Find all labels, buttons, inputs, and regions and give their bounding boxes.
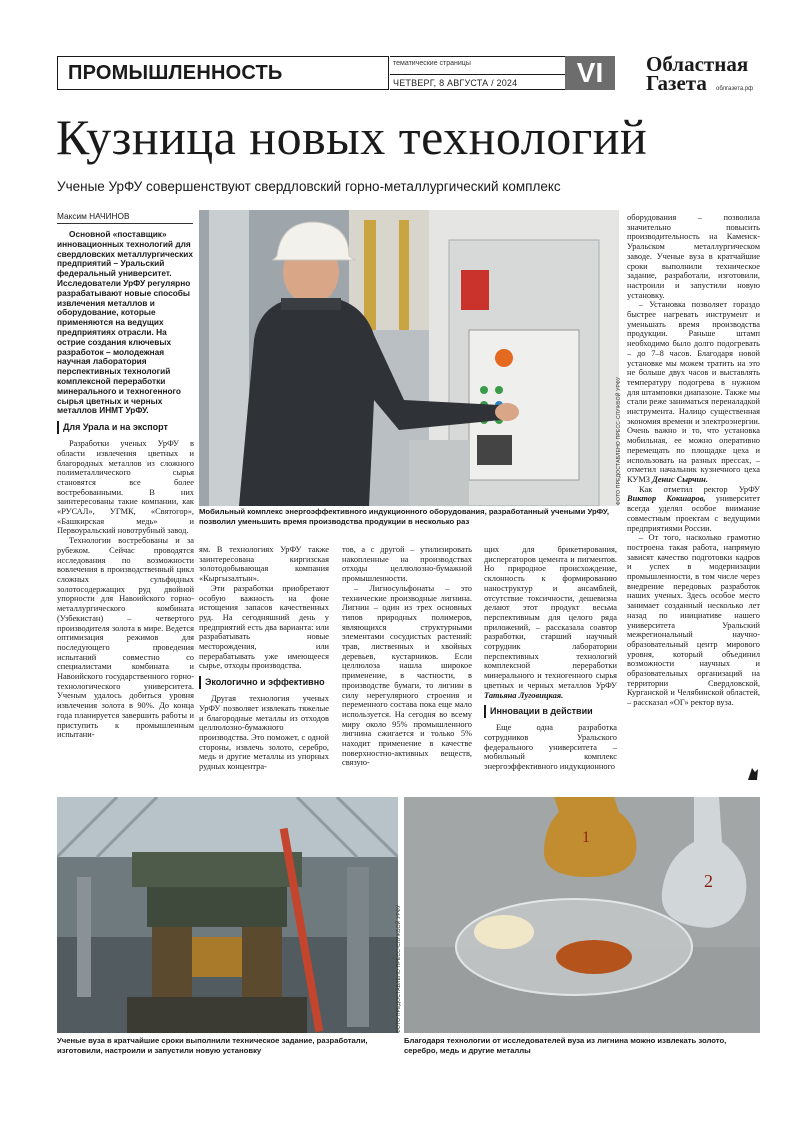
article-title: Кузница новых технологий: [56, 109, 648, 165]
paragraph: Эти разработки приобретают особую важность на фоне истощения запасов качественных руд. На сегодняшний день у предприятий есть два варианта: или разрабатывать новые месторождения, или перерабатывать уже имеющееся сырье, отходы производства.: [199, 583, 329, 671]
main-photo-credit: ФОТО ПРЕДОСТАВЛЕНО ПРЕСС-СЛУЖБОЙ УРФУ: [616, 376, 622, 505]
paragraph: оборудования – позволила значительно повысить производительность на Каменск-Уральском металлургическом заводе. Ученые вуза в кратчайшие сроки выполнили техническое задание, разработали, изготовили, настроили и запустили новую установку.: [627, 213, 760, 300]
paragraph-text: Как отметил ректор УрФУ: [639, 484, 760, 494]
paragraph-text: университет всегда уделял особое внимание совместным проектам с ведущими предприятиями России.: [627, 494, 760, 533]
article-author: Максим НАЧИНОВ: [57, 211, 193, 224]
paragraph: [627, 485, 760, 534]
main-photo-worker: [199, 210, 619, 506]
flask-label-2: 2: [704, 871, 713, 891]
lead-paragraph: Основной «поставщик» инновационных технологий для свердловских металлургических предприятий – Уральский федеральный университет. Исследователи УрФУ регулярно разрабатывают новые способы извлечения металлов и оборудование, которые применяются на ведущих предприятиях отрасли. На острие создания ключевых разработок – молодежная научная лаборатория перспективных технологий комплексной переработки минерального и техногенного сырья цветных и черных металлов ИНМТ УрФУ.: [57, 230, 193, 416]
text-column-5: [627, 213, 760, 773]
main-photo-caption: Мобильный комплекс энергоэффективного индукционного оборудования, разработанный учеными УрФУ, позволил уменьшить время производства продукции в несколько раз: [199, 507, 609, 526]
flask-label-1: 1: [582, 829, 590, 846]
paragraph-text: – Установка позволяет гораздо быстрее нагревать инструмент и уменьшать время производства продукции. Раньше штамп необходимо было долго подогревать – до 7–8 часов. Благодаря новой установке мы можем тратить на это не больше двух часов и выставлять температуру подогрева в нужном для штамповки диапазоне. Также мы стали реже заниматься переналадкой инструмента. Налицо существенная экономия времени и электроэнергии. Очень важно и то, что установка мобильная, ее можно оперативно перемещать по площадке цеха и использовать на разных прессах, – отметил начальник кузнечного цеха КУМЗ: [627, 300, 760, 484]
header-info: [390, 56, 565, 90]
logo-line-1: Областная: [646, 52, 749, 76]
logo-url: облгазета.рф: [716, 86, 754, 92]
article-lead: [57, 230, 194, 416]
paragraph: [627, 300, 760, 484]
issue-date: ЧЕТВЕРГ, 8 АВГУСТА / 2024: [393, 78, 518, 88]
subhead-innovation: Инновации в действии: [484, 705, 617, 718]
quote-signature: Денис Сырчин.: [652, 474, 708, 484]
forge-photo-caption: Ученые вуза в кратчайшие сроки выполнили техническое задание, разработали, изготовили, настроили и запустили новую установку: [57, 1036, 368, 1055]
text-column-2: [199, 545, 329, 791]
header-divider: [390, 74, 565, 75]
article-subtitle: Ученые УрФУ совершенствуют свердловский горно-металлургический комплекс: [57, 179, 561, 194]
subhead-ecology: Экологично и эффективно: [199, 676, 329, 689]
paragraph: [484, 545, 617, 700]
text-column-3: [342, 545, 472, 791]
forge-press-photo: [57, 797, 398, 1033]
paragraph: ям. В технологиях УрФУ также заинтересована киргизская золотодобывающая компания «Кыргызалтын».: [199, 545, 329, 584]
forge-photo-credit: ФОТО ПРЕДОСТАВЛЕНО ПРЕСС-СЛУЖБОЙ УРФУ: [396, 904, 402, 1033]
paragraph: Разработки ученых УрФУ в области извлечения цветных и благородных металлов из сложного полиметаллического сырья становятся все более востребованными. В них заинтересованы такие компании, как «РУСАЛ», УГМК, «Святогор», «Башкирская медь» и Первоуральский новотрубный завод.: [57, 439, 194, 536]
text-column-4: [484, 545, 617, 791]
quote-signature: Виктор Кокшаров,: [627, 494, 706, 504]
page-number: VI: [565, 56, 615, 90]
paragraph-text: щих для брикетирования, диспергаторов цемента и пигментов. Но природное происхождение, склонность к формированию наноструктур и ансамблей, отсутствие токсичности, дешевизна делают этот продукт весьма перспективным для целого ряда приложений, – рассказала соавтор разработки, старший научный сотрудник лаборатории перспективных технологий комплексной переработки минерального и техногенного сырья цветных и черных металлов УрФУ: [484, 545, 617, 690]
paragraph: тов, а с другой – утилизировать накопленные на производствах отходы целлюлозно-бумажной промышленности.: [342, 545, 472, 584]
section-title: ПРОМЫШЛЕННОСТЬ: [68, 61, 283, 84]
paragraph: – Лигносульфонаты – это технические производные лигнина. Лигнин – один из трех основных типов природных полимеров, являющихся структурными элементами сосудистых растений: трав, лиственных и хвойных деревьев, кустарников. Если целлюлоза нашла широкое применение, в частности, в производстве бумаги, то лигнин в силу нерегулярного строения и переменного состава пока еще мало используется. На сегодня во всему миру около 95% промышленного лигнина сжигается и только 5% находит применение в качестве поверхностно-активных веществ, связую-: [342, 583, 472, 768]
quote-signature: Татьяна Луговицкая.: [484, 690, 564, 700]
lab-samples-photo: [404, 797, 760, 1033]
topic-label: тематические страницы: [393, 60, 471, 67]
logo-line-2: Газета: [646, 71, 707, 95]
forge-press-illustration: [57, 797, 398, 1033]
newspaper-logo: [646, 52, 766, 97]
end-mark-icon: [746, 766, 760, 782]
section-header: [57, 56, 389, 90]
subhead-ural-export: Для Урала и на экспорт: [57, 421, 194, 434]
paragraph: Технологии востребованы и за рубежом. Сейчас проводятся исследования по возможности вовлечения в производственный цикл сложных сульфидных золотосодержащих руд двойной упорности для Навоийского горно-металлургического комбината (Узбекистан) – четвертого производителя золота в мире. Ведется оптимизация режимов для последующего проведения испытаний совместно со специалистами комбината и Навоийского государственного горно-технологического университета. Ученым удалось добиться уровня извлечения золота в 90%. До конца года планируется завершить работы и приступить к промышленным испытани-: [57, 536, 194, 740]
lab-samples-illustration: [404, 797, 760, 1033]
text-column-1: [57, 230, 194, 790]
paragraph: – От того, насколько грамотно построена такая работа, напрямую зависят качество подготовки кадров и успех в модернизации промышленности, в том числе через внедрение передовых разработок наших ученых. Здесь особое место занимает созданный несколько лет назад по инициативе нашего университета Уральский межрегиональный научно-образовательный центр мирового уровня, который объединил возможности научных и образовательных организаций на территории Свердловской, Курганской и Челябинской областей, – рассказал «ОГ» ректор вуза.: [627, 533, 760, 708]
paragraph: Еще одна разработка сотрудников Уральского федерального университета – мобильный комплекс энергоэффективного индукционного: [484, 723, 617, 772]
paragraph: Другая технология ученых УрФУ позволяет извлекать тяжелые и благородные металлы из отходов целлюлозно-бумажного производства. Это поможет, с одной стороны, извлечь золото, серебро, медь и другие металлы из упорных рудных концентра-: [199, 694, 329, 772]
worker-illustration: [199, 210, 619, 506]
lab-photo-caption: Благодаря технологии от исследователей вуза из лигнина можно извлекать золото, серебро, медь и другие металлы: [404, 1036, 727, 1055]
